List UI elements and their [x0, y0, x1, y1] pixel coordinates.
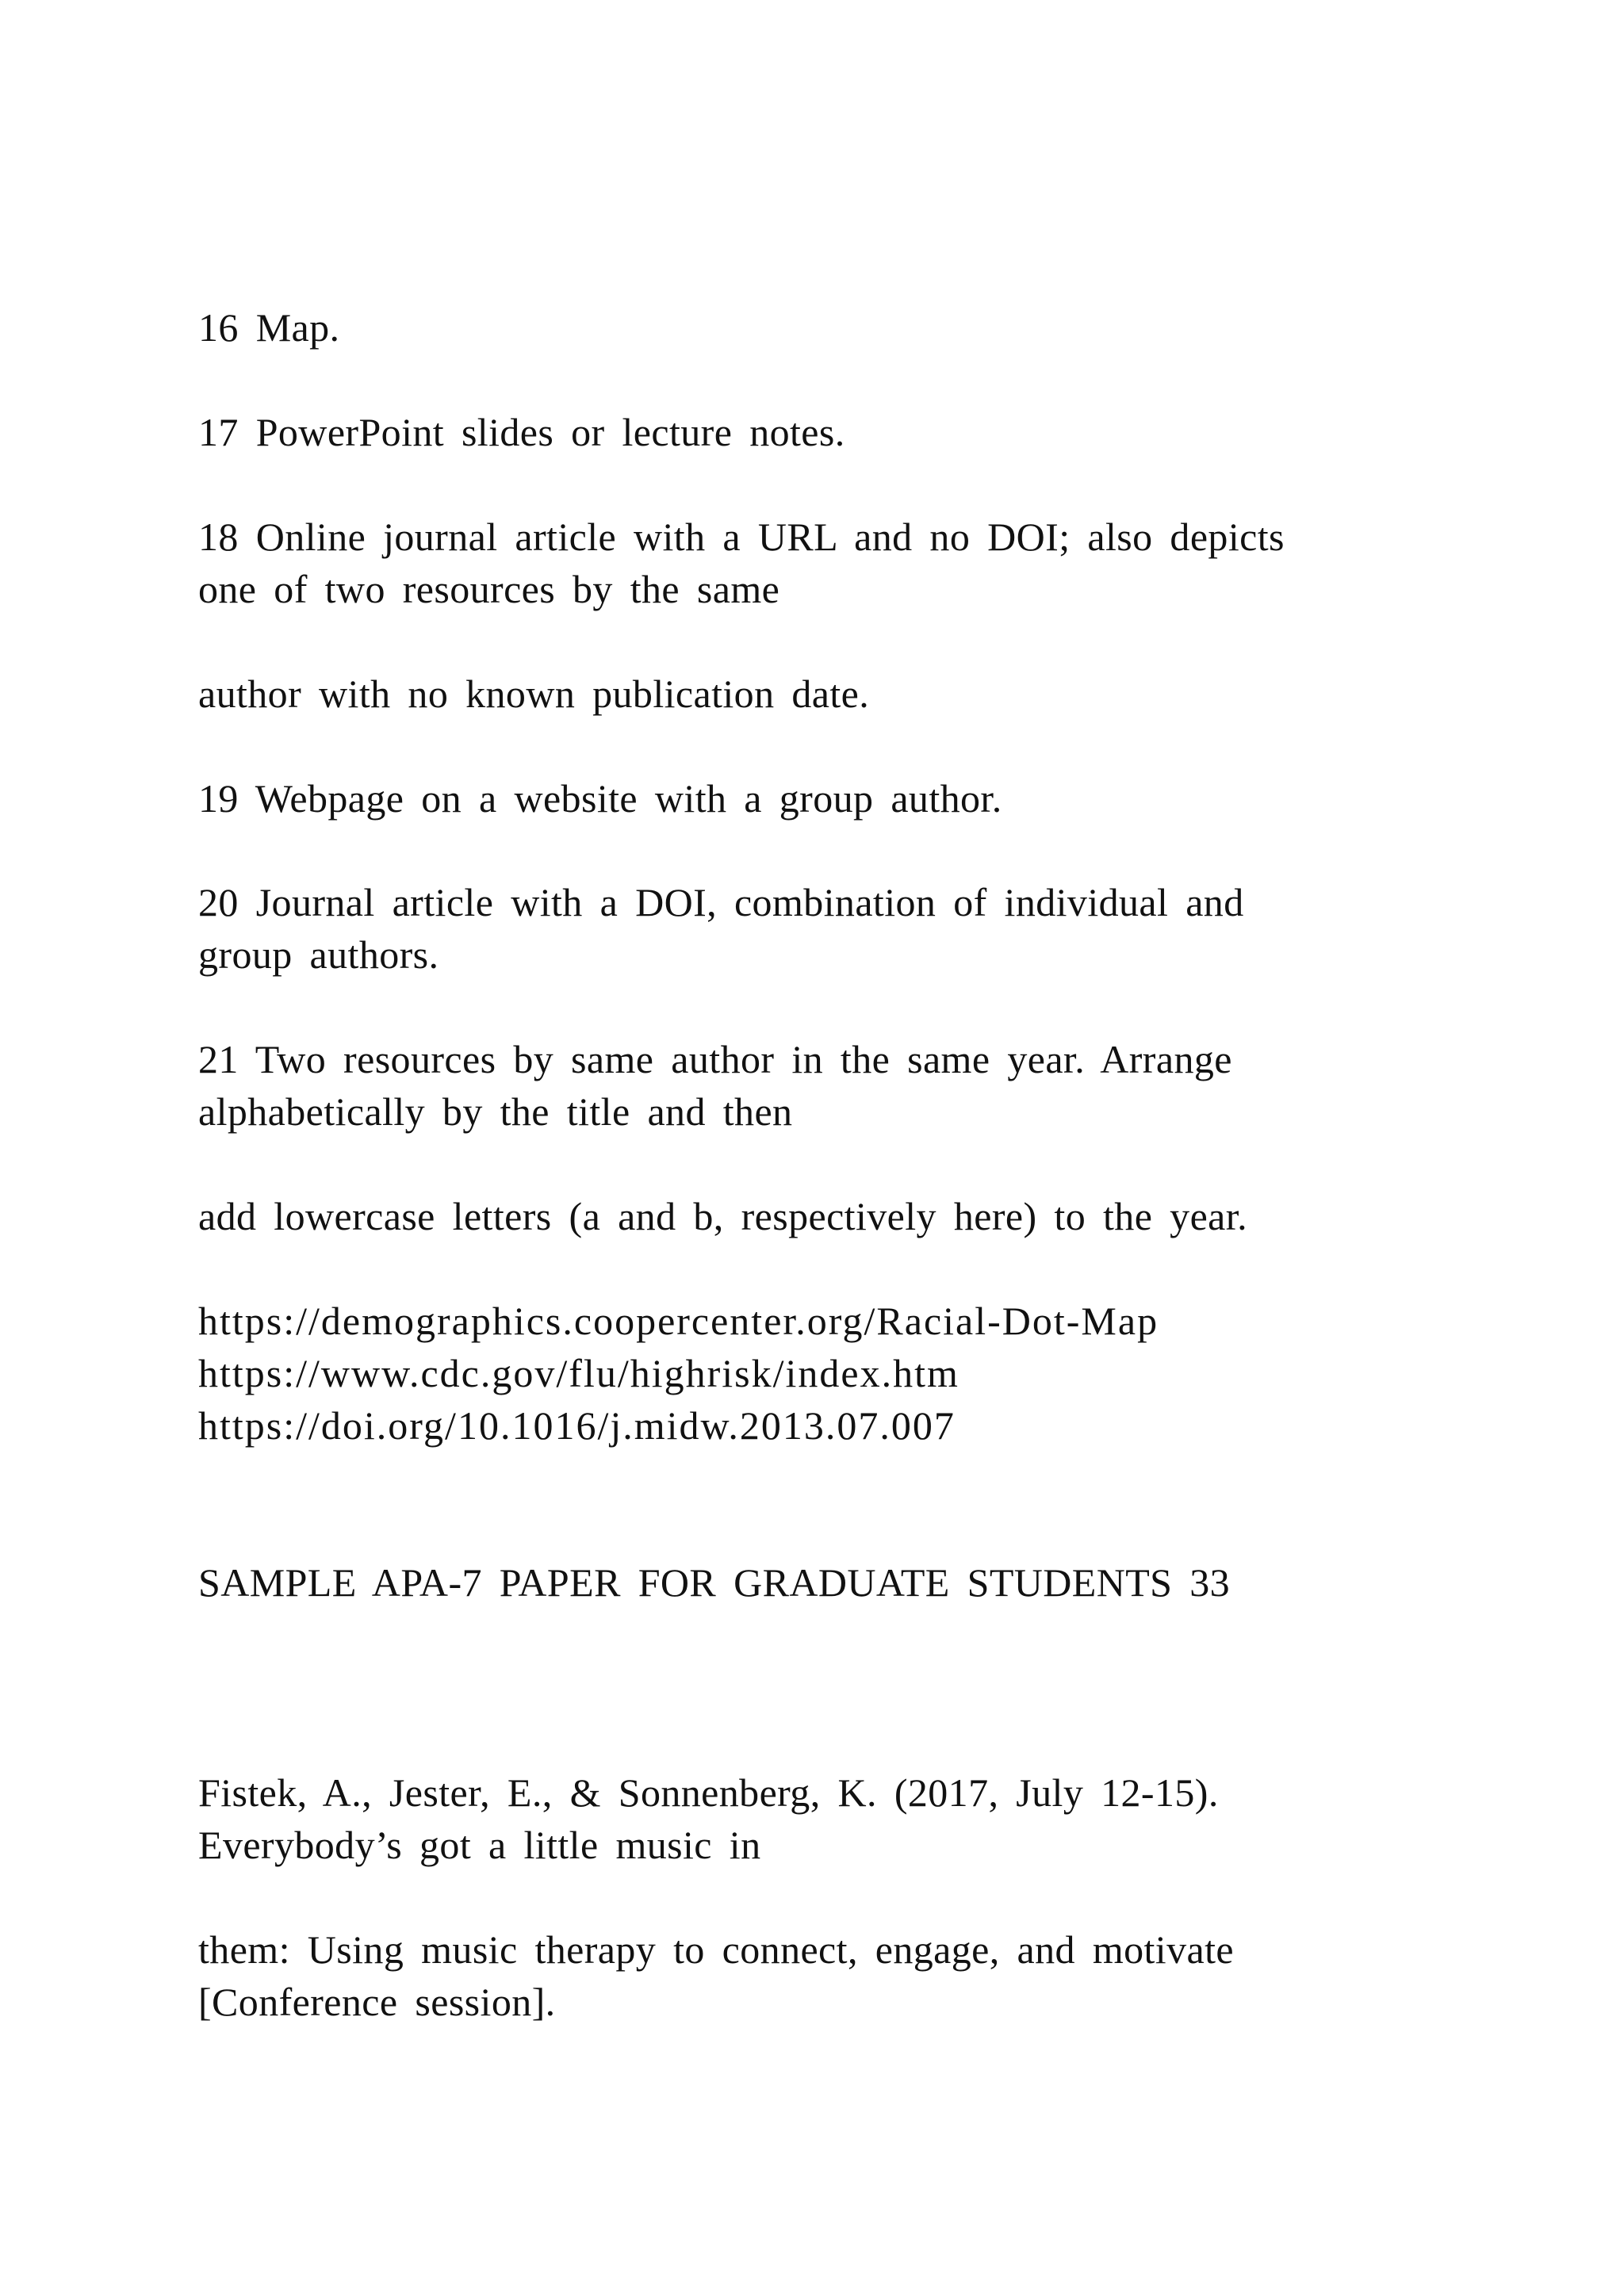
url-line-2: https://www.cdc.gov/flu/highrisk/index.htm [198, 1351, 959, 1395]
footnote-17: 17 PowerPoint slides or lecture notes. [198, 410, 845, 454]
footnote-18-line-2: one of two resources by the same [198, 567, 780, 611]
reference-line-1: Fistek, A., Jester, E., & Sonnenberg, K. (2017, July 12-15). [198, 1770, 1219, 1815]
footnote-21-line-2: alphabetically by the title and then [198, 1089, 793, 1134]
url-line-3: https://doi.org/10.1016/j.midw.2013.07.007 [198, 1403, 956, 1448]
footnote-21-line-1: 21 Two resources by same author in the same year. Arrange [198, 1037, 1232, 1081]
footnote-18-line-1: 18 Online journal article with a URL and no DOI; also depicts [198, 515, 1285, 559]
footnote-20-line-2: group authors. [198, 932, 439, 977]
running-head: SAMPLE APA-7 PAPER FOR GRADUATE STUDENTS 33 [198, 1560, 1231, 1605]
footnote-18-line-3: author with no known publication date. [198, 672, 870, 716]
footnote-16: 16 Map. [198, 305, 340, 350]
reference-line-2: Everybody’s got a little music in [198, 1823, 761, 1867]
footnote-19: 19 Webpage on a website with a group author. [198, 776, 1002, 821]
footnote-20-line-1: 20 Journal article with a DOI, combination of individual and [198, 880, 1244, 924]
url-line-1: https://demographics.coopercenter.org/Racial-Dot-Map [198, 1299, 1159, 1343]
reference-line-3: them: Using music therapy to connect, engage, and motivate [198, 1927, 1234, 1972]
reference-line-4: [Conference session]. [198, 1980, 556, 2024]
footnote-21-line-3: add lowercase letters (a and b, respectively here) to the year. [198, 1194, 1247, 1238]
